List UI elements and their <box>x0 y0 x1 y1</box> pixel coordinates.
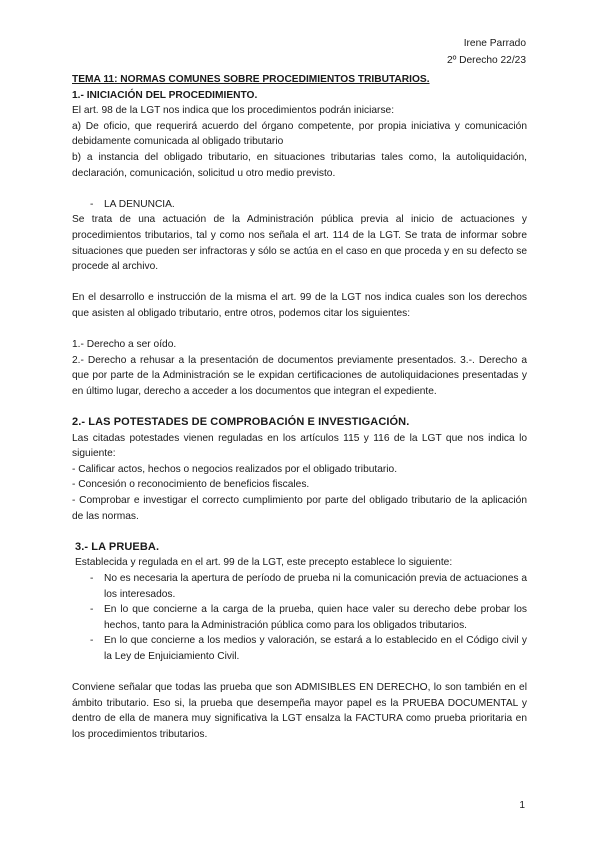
section-2-heading: 2.- LAS POTESTADES DE COMPROBACIÓN E INVESTIGACIÓN. <box>72 416 410 429</box>
section-1-item-b: b) a instancia del obligado tributario, en situaciones tributarias tales como, la autoliquidación, declaración, comunicación, solicitud u otro medio previsto. <box>72 151 527 179</box>
prueba-list-item <box>72 633 527 664</box>
derecho-1: 1.- Derecho a ser oído. <box>72 339 177 351</box>
section-1-intro: El art. 98 de la LGT nos indica que los procedimientos podrán iniciarse: <box>72 105 395 117</box>
list-dash: - <box>90 604 94 616</box>
page-header <box>447 35 526 69</box>
section-2-item: - Calificar actos, hechos o negocios realizados por el obligado tributario. <box>72 463 398 475</box>
denuncia-label: LA DENUNCIA. <box>104 198 175 210</box>
derechos-intro: En el desarrollo e instrucción de la misma el art. 99 de la LGT nos indica cuales son los derechos que asisten al obligado tributario, entre otros, podemos citar los siguientes: <box>72 292 527 319</box>
section-2-item: - Comprobar e investigar el correcto cumplimiento por parte del obligado tributario de la aplicación de las normas. <box>72 495 527 522</box>
section-1-heading: 1.- INICIACIÓN DEL PROCEDIMIENTO. <box>72 89 258 101</box>
author-name: Irene Parrado <box>463 38 526 49</box>
course-label: 2º Derecho 22/23 <box>446 55 526 66</box>
section-3-heading: 3.- LA PRUEBA. <box>75 540 160 553</box>
section-2-intro: Las citadas potestades vienen reguladas en los artículos 115 y 116 de la LGT que nos indica lo siguiente: <box>72 432 527 460</box>
section-3-conclusion: Conviene señalar que todas las prueba que son ADMISIBLES EN DERECHO, lo son también en el ámbito tributario. Eso si, la prueba que desempeña mayor papel es la PRUEBA DOCUMENTAL y dentro de ella de manera muy significativa la LGT ensalza la FACTURA como prueba prioritaria en los procedimientos tributarios. <box>72 682 527 740</box>
derecho-2: 2.- Derecho a rehusar a la presentación de documentos previamente presentados. 3.-. Derecho a que por parte de la Administración se le expidan certificaciones de autoliquidaciones presentadas y en último lugar, derecho a acceder a los documentos que integran el expediente. <box>72 354 527 397</box>
list-dash: - <box>90 198 94 210</box>
denuncia-list-item <box>72 197 527 213</box>
section-3-intro: Establecida y regulada en el art. 99 de la LGT, este precepto establece lo siguiente: <box>75 557 453 569</box>
prueba-item-text: En lo que concierne a la carga de la prueba, quien hace valer su derecho debe probar los hechos, tanto para la Administración pública como para los obligados tributarios. <box>104 604 527 631</box>
prueba-list-item <box>72 602 527 633</box>
document-body <box>72 72 527 743</box>
list-dash: - <box>90 573 94 584</box>
document-title: TEMA 11: NORMAS COMUNES SOBRE PROCEDIMIENTOS TRIBUTARIOS. <box>72 74 430 85</box>
prueba-list-item <box>72 571 527 602</box>
page-number: 1 <box>519 800 525 811</box>
prueba-item-text: No es necesaria la apertura de período de prueba ni la comunicación previa de actuaciones a los interesados. <box>104 573 527 600</box>
prueba-item-text: En lo que concierne a los medios y valoración, se estará a lo establecido en el Código civil y la Ley de Enjuiciamiento Civil. <box>104 635 527 662</box>
section-2-item: - Concesión o reconocimiento de beneficios fiscales. <box>72 479 310 491</box>
section-1-item-a: a) De oficio, que requerirá acuerdo del órgano competente, por propia iniciativa y comunicación debidamente comunicada al obligado tributario <box>72 120 527 148</box>
list-dash: - <box>90 635 94 647</box>
denuncia-paragraph: Se trata de una actuación de la Administración pública previa al inicio de actuaciones y procedimientos tributarios, tal y como nos señala el art. 114 de la LGT. Se trata de informar sobre situaciones que pueden ser infractoras y sólo se actúa en el caso en que proceda y en su defecto se procede al archivo. <box>72 214 527 273</box>
